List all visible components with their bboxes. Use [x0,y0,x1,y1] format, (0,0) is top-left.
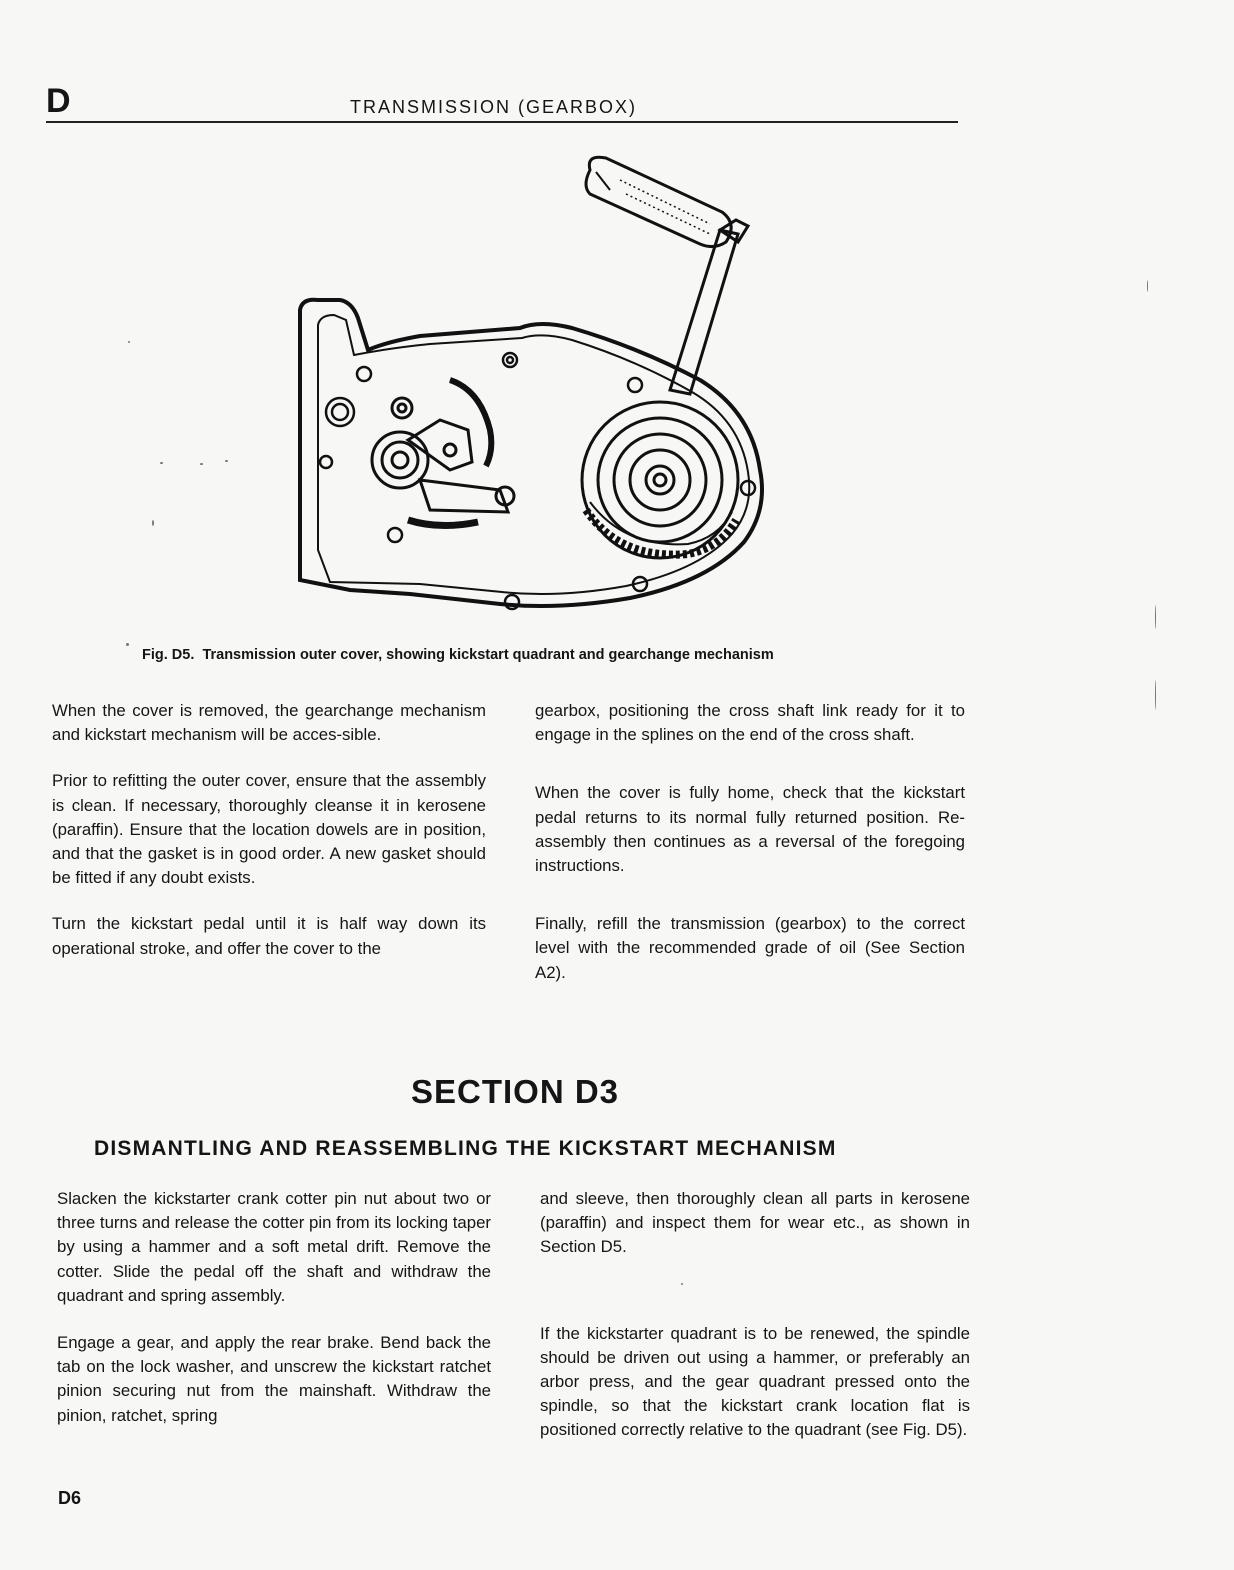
section-letter: D [46,82,71,120]
header-rule [46,121,958,123]
section-subheading: DISMANTLING AND REASSEMBLING THE KICKSTART MECHANISM [94,1137,837,1160]
scan-speck [225,460,228,462]
caption-text: Transmission outer cover, showing kickstart quadrant and gearchange mechanism [202,647,774,663]
lower-right-column [540,1187,970,1443]
scan-speck [160,462,163,464]
paragraph: When the cover is removed, the gearchange mechanism and kickstart mechanism will be acces-sible. [52,701,486,745]
paragraph: Slacken the kickstarter crank cotter pin nut about two or three turns and release the cotter pin from its locking taper by using a hammer and a soft metal drift. Remove the cotter. Slide the pedal off the shaft and withdraw the quadrant and spring assembly. [57,1189,491,1305]
gearchange-mechanism [372,380,514,526]
scan-speck [128,341,130,343]
cover-outline [300,300,762,606]
paragraph: When the cover is fully home, check that the kickstart pedal returns to its normal fully returned position. Re-assembly then continues as a reversal of the foregoing instructions. [535,783,965,876]
paragraph: If the kickstarter quadrant is to be renewed, the spindle should be driven out using a hammer, or preferably an arbor press, and the gear quadrant pressed onto the spindle, so that the kickstart crank location flat is positioned correctly relative to the quadrant (see Fig. D5). [540,1323,970,1440]
paragraph: Engage a gear, and apply the rear brake. Bend back the tab on the lock washer, and unscrew the kickstart ratchet pinion securing nut from the mainshaft. Withdraw the pinion, ratchet, spring [57,1333,491,1425]
gearbox-cover-illustration [290,150,765,615]
scan-speck [200,463,203,465]
paragraph: and sleeve, then thoroughly clean all parts in kerosene (paraffin) and inspect them for wear etc., as shown in Section D5. [540,1189,970,1257]
paragraph: Finally, refill the transmission (gearbox) to the correct level with the recommended grade of oil (See Section A2). [535,914,965,982]
caption-label: Fig. D5. [142,647,195,663]
paragraph: Turn the kickstart pedal until it is half way down its operational stroke, and offer the cover to the [52,914,486,958]
scan-speck [1147,280,1148,292]
upper-right-column [535,699,965,985]
scan-speck [681,1283,683,1285]
kickstart-crank [586,157,748,394]
page-number: D6 [58,1488,82,1508]
kickstart-quadrant [582,402,738,558]
section-heading: SECTION D3 [410,1073,620,1110]
scan-speck [1155,680,1156,710]
running-title: TRANSMISSION (GEARBOX) [350,97,638,117]
upper-left-column [52,699,486,961]
paragraph: gearbox, positioning the cross shaft link ready for it to engage in the splines on the end of the cross shaft. [535,701,965,745]
paragraph: Prior to refitting the outer cover, ensure that the assembly is clean. If necessary, thoroughly cleanse it in kerosene (paraffin). Ensure that the location dowels are in position, and that the gasket is in good order. A new gasket should be fitted if any doubt exists. [52,771,486,888]
lower-left-column [57,1187,491,1428]
scan-speck [1155,605,1156,629]
scan-speck [152,520,154,526]
scan-speck [126,643,129,646]
figure-caption [142,647,774,663]
